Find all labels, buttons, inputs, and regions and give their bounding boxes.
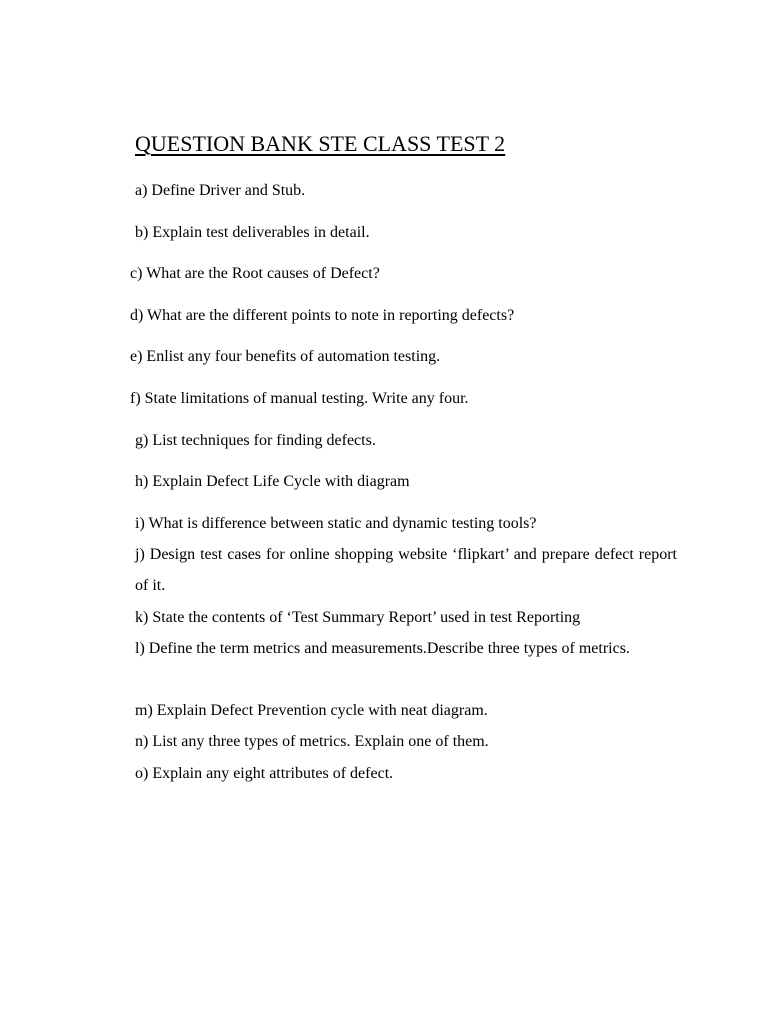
question-k: k) State the contents of ‘Test Summary Report’ used in test Reporting <box>135 609 581 626</box>
question-o: o) Explain any eight attributes of defect. <box>135 765 394 782</box>
question-b: b) Explain test deliverables in detail. <box>135 224 370 241</box>
question-e: e) Enlist any four benefits of automation testing. <box>130 348 441 365</box>
question-j: j) Design test cases for online shopping website ‘flipkart’ and prepare defect report of it. <box>135 546 677 594</box>
question-n: n) List any three types of metrics. Explain one of them. <box>135 733 489 750</box>
question-a: a) Define Driver and Stub. <box>135 182 306 199</box>
question-d: d) What are the different points to note in reporting defects? <box>130 307 515 324</box>
question-c: c) What are the Root causes of Defect? <box>130 265 380 282</box>
question-f: f) State limitations of manual testing. Write any four. <box>130 390 469 407</box>
question-l: l) Define the term metrics and measurements.Describe three types of metrics. <box>135 640 630 657</box>
document-title: QUESTION BANK STE CLASS TEST 2 <box>135 131 506 156</box>
question-h: h) Explain Defect Life Cycle with diagram <box>135 473 410 490</box>
question-g: g) List techniques for finding defects. <box>135 432 376 449</box>
question-m: m) Explain Defect Prevention cycle with neat diagram. <box>135 702 488 719</box>
question-i: i) What is difference between static and dynamic testing tools? <box>135 515 537 532</box>
